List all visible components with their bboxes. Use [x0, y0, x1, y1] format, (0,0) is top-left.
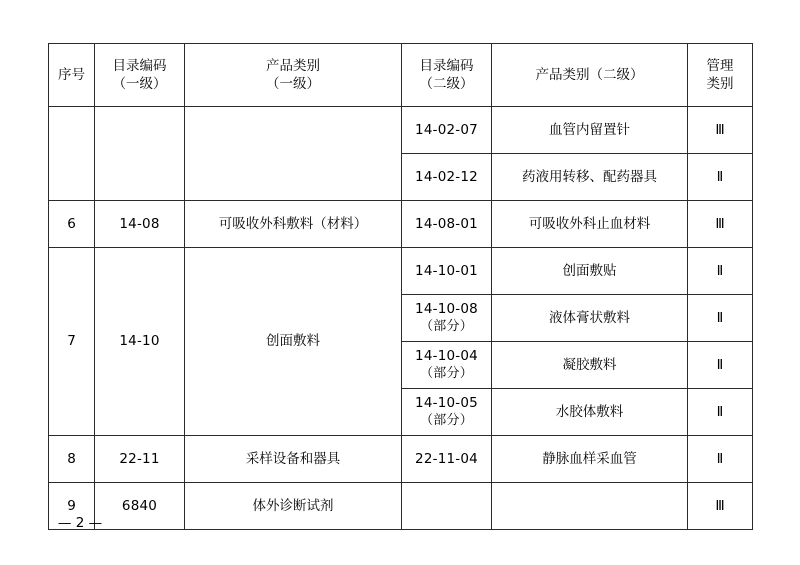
cell-code2-main: 14-10-08 — [415, 301, 478, 318]
cell-cat1: 创面敷料 — [185, 248, 402, 436]
cell-code2-note: （部分） — [420, 413, 473, 429]
cell-code2: 14-08-01 — [402, 201, 492, 248]
header-cell-category-level2 — [492, 44, 688, 107]
cell-code2-note: （部分） — [420, 319, 473, 335]
cell-code1: 6840 — [95, 483, 185, 530]
cell-cat1-blank-a — [185, 107, 402, 201]
cell-grade: Ⅱ — [688, 154, 753, 201]
cell-code1-blank-a — [95, 107, 185, 201]
header-code2-line1: 目录编码 — [419, 57, 474, 74]
page-footer — [0, 515, 800, 531]
cell-code2: 14-02-12 — [402, 154, 492, 201]
cell-cat1: 体外诊断试剂 — [185, 483, 402, 530]
table-header — [49, 44, 753, 107]
cell-seq: 8 — [49, 436, 95, 483]
cell-cat2: 液体膏状敷料 — [492, 295, 688, 342]
header-cat1-line2: （一级） — [266, 76, 320, 92]
cell-cat2: 凝胶敷料 — [492, 342, 688, 389]
cell-grade: Ⅱ — [688, 342, 753, 389]
header-cat2-line1: 产品类别（二级） — [535, 66, 644, 83]
cell-code2 — [402, 342, 492, 389]
header-code1-line1: 目录编码 — [112, 57, 167, 74]
cell-code1: 14-10 — [95, 248, 185, 436]
header-seq-line1: 序号 — [58, 66, 85, 83]
cell-grade: Ⅱ — [688, 389, 753, 436]
cell-code2: 14-02-07 — [402, 107, 492, 154]
cell-seq: 9 — [49, 483, 95, 530]
cell-code2-note: （部分） — [420, 366, 473, 382]
cell-grade: Ⅱ — [688, 248, 753, 295]
catalog-table — [48, 43, 753, 530]
cell-cat2: 水胶体敷料 — [492, 389, 688, 436]
table-row — [49, 248, 753, 295]
cell-code2 — [402, 389, 492, 436]
cell-code2: 14-10-01 — [402, 248, 492, 295]
table-row — [49, 107, 753, 154]
header-cell-code-level1 — [95, 44, 185, 107]
cell-code1: 22-11 — [95, 436, 185, 483]
page-number: — 2 — — [57, 515, 103, 531]
cell-code2-main: 14-10-04 — [415, 348, 478, 365]
cell-grade: Ⅱ — [688, 295, 753, 342]
cell-cat1: 采样设备和器具 — [185, 436, 402, 483]
header-grade-line2: 类别 — [706, 76, 734, 92]
header-cat1-line1: 产品类别 — [266, 57, 320, 74]
cell-grade: Ⅲ — [688, 201, 753, 248]
cell-seq: 7 — [49, 248, 95, 436]
cell-seq-blank-a — [49, 107, 95, 201]
header-cell-management-grade — [688, 44, 753, 107]
table-row — [49, 436, 753, 483]
header-cell-category-level1 — [185, 44, 402, 107]
cell-code2: 22-11-04 — [402, 436, 492, 483]
header-cell-seq — [49, 44, 95, 107]
table-body — [49, 107, 753, 530]
header-row — [49, 44, 753, 107]
cell-grade: Ⅱ — [688, 436, 753, 483]
cell-grade: Ⅲ — [688, 483, 753, 530]
header-code1-line2: （一级） — [112, 76, 167, 92]
cell-code2-main: 14-10-05 — [415, 395, 478, 412]
cell-code2 — [402, 295, 492, 342]
header-grade-line1: 管理 — [706, 57, 734, 74]
cell-cat2: 血管内留置针 — [492, 107, 688, 154]
cell-grade: Ⅲ — [688, 107, 753, 154]
cell-code1: 14-08 — [95, 201, 185, 248]
cell-cat2: 可吸收外科止血材料 — [492, 201, 688, 248]
table-row — [49, 201, 753, 248]
cell-cat2: 创面敷贴 — [492, 248, 688, 295]
cell-seq: 6 — [49, 201, 95, 248]
cell-cat2: 药液用转移、配药器具 — [492, 154, 688, 201]
cell-cat1: 可吸收外科敷料（材料） — [185, 201, 402, 248]
header-code2-line2: （二级） — [419, 76, 474, 92]
cell-cat2: 静脉血样采血管 — [492, 436, 688, 483]
header-cell-code-level2 — [402, 44, 492, 107]
